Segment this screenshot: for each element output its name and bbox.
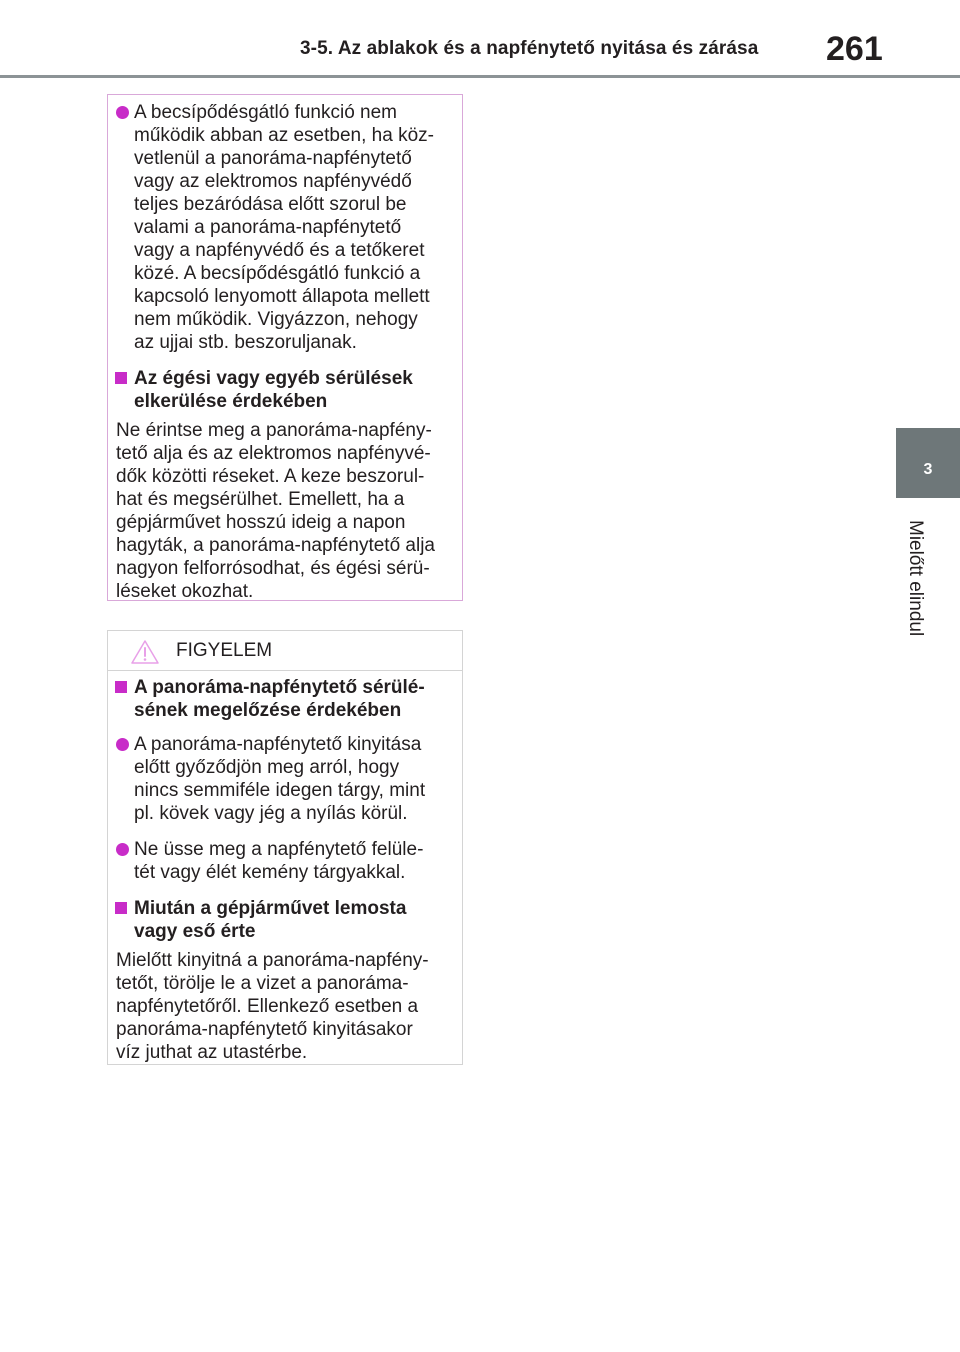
text-line: léseket okozhat. [116, 581, 254, 602]
text-line: Miután a gépjárművet lemosta [134, 898, 407, 919]
bullet-dot-icon [116, 843, 129, 856]
warning-heading-1 [108, 676, 462, 722]
text-line: vagy a napfényvédő és a tetőkeret [134, 240, 425, 261]
text-line: Ne érintse meg a panoráma-napfény- [116, 420, 432, 441]
header-rule [0, 75, 960, 78]
header-title: 3-5. Az ablakok és a napfénytető nyitása és zárása [300, 38, 759, 59]
text-line: nincs semmiféle idegen tárgy, mint [134, 780, 426, 801]
warning-heading-2 [108, 897, 462, 943]
notice-heading-text [134, 367, 462, 413]
notice-paragraph [108, 419, 462, 603]
text-line: valami a panoráma-napfénytető [134, 217, 402, 238]
heading-square-icon [115, 372, 127, 384]
text-line: vetlenül a panoráma-napfénytető [134, 148, 412, 169]
text-line: előtt győződjön meg arról, hogy [134, 757, 400, 778]
text-line: tető alja és az elektromos napfényvé- [116, 443, 431, 464]
warning-bullet-2 [108, 838, 462, 884]
warning-bullet-1 [108, 733, 462, 825]
text-line: kapcsoló lenyomott állapota mellett [134, 286, 430, 307]
notice-heading [108, 367, 462, 413]
text-line: Ne üsse meg a napfénytető felüle- [134, 839, 424, 860]
text-line: A panoráma-napfénytető kinyitása [134, 734, 422, 755]
warning-box [107, 630, 463, 1065]
warning-title: FIGYELEM [176, 640, 273, 661]
warning-triangle-icon [130, 639, 160, 665]
warning-heading-1-text [134, 676, 462, 722]
chapter-side-label [892, 520, 934, 660]
text-line: vagy az elektromos napfényvédő [134, 171, 412, 192]
page-number: 261 [826, 30, 883, 68]
text-line: tét vagy élét kemény tárgyakkal. [134, 862, 406, 883]
text-line: nagyon felforrósodhat, és égési sérü- [116, 558, 430, 579]
notice-bullet [108, 101, 462, 354]
chapter-title: Mielőtt elindul [905, 520, 926, 637]
text-line: Mielőtt kinyitná a panoráma-napfény- [116, 950, 429, 971]
notice-box [107, 94, 463, 601]
text-line: működik abban az esetben, ha köz- [134, 125, 434, 146]
text-line: nem működik. Vigyázzon, nehogy [134, 309, 418, 330]
heading-square-icon [115, 681, 127, 693]
chapter-tab: 3 [896, 428, 960, 498]
text-line: teljes bezáródása előtt szorul be [134, 194, 407, 215]
text-line: A becsípődésgátló funkció nem [134, 102, 398, 123]
text-line: az ujjai stb. beszoruljanak. [134, 332, 357, 353]
warning-bullet-1-text [134, 733, 462, 825]
heading-square-icon [115, 902, 127, 914]
text-line: Az égési vagy egyéb sérülések [134, 368, 413, 389]
warning-paragraph [108, 949, 462, 1064]
warning-bullet-2-text [134, 838, 462, 884]
text-line: vagy eső érte [134, 921, 256, 942]
bullet-dot-icon [116, 738, 129, 751]
notice-bullet-text [134, 101, 462, 354]
text-line: közé. A becsípődésgátló funkció a [134, 263, 421, 284]
text-line: A panoráma-napfénytető sérülé- [134, 677, 425, 698]
text-line: hagyták, a panoráma-napfénytető alja [116, 535, 435, 556]
text-line: panoráma-napfénytető kinyitásakor [116, 1019, 413, 1040]
text-line: pl. kövek vagy jég a nyílás körül. [134, 803, 408, 824]
text-line: gépjárművet hosszú ideig a napon [116, 512, 406, 533]
text-line: napfénytetőről. Ellenkező esetben a [116, 996, 419, 1017]
warning-header [108, 631, 462, 671]
bullet-dot-icon [116, 106, 129, 119]
text-line: sének megelőzése érdekében [134, 700, 402, 721]
text-line: dők közötti réseket. A keze beszorul- [116, 466, 425, 487]
text-line: tetőt, törölje le a vizet a panoráma- [116, 973, 409, 994]
warning-heading-2-text [134, 897, 462, 943]
text-line: hat és megsérülhet. Emellett, ha a [116, 489, 405, 510]
text-line: elkerülése érdekében [134, 391, 328, 412]
text-line: víz juthat az utastérbe. [116, 1042, 308, 1063]
